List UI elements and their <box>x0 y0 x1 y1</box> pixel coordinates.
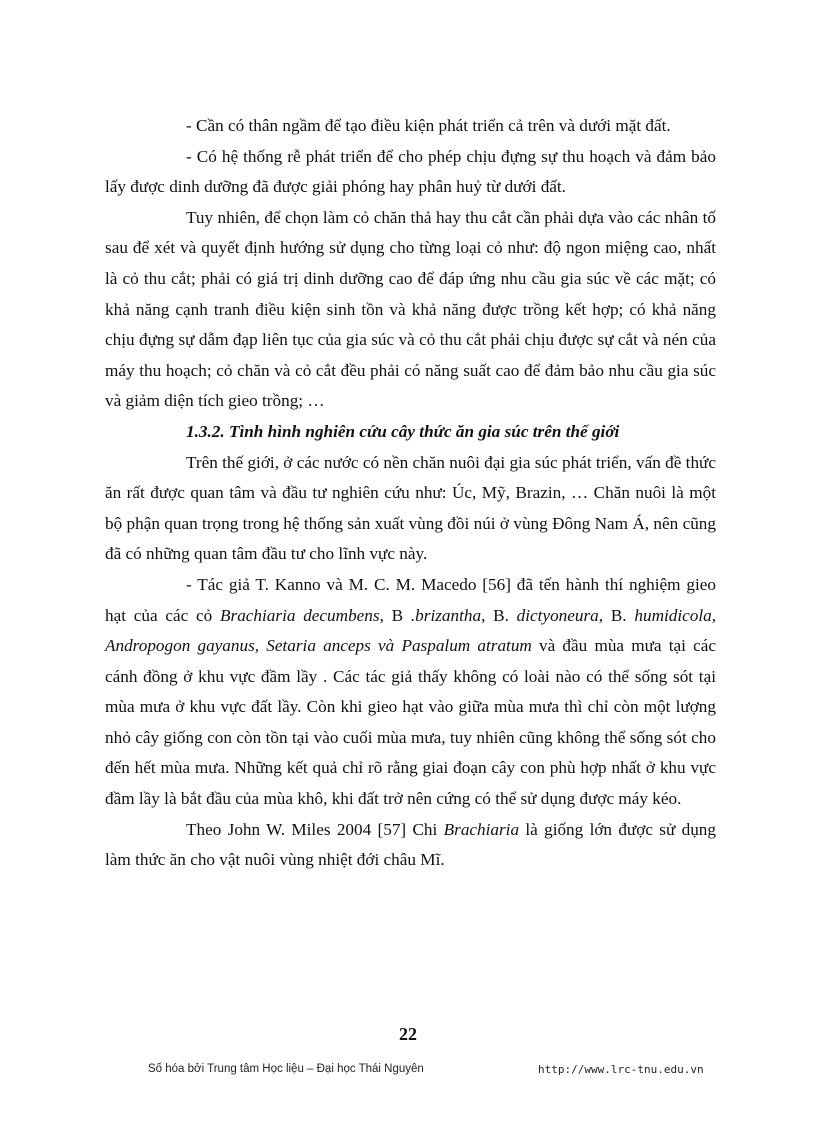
body-text <box>105 111 717 876</box>
species-andropogon-setaria-paspalum: Andropogon gayanus, Setaria anceps và Paspalum atratum <box>105 636 532 656</box>
paragraph-selection-criteria-text: Tuy nhiên, để chọn làm cỏ chăn thả hay thu cắt cần phải dựa vào các nhân tố sau để xét và quyết định hướng sử dụng cho từng loại cỏ như: độ ngon miệng cao, nhất là cỏ thu cắt; phải có giá trị dinh dưỡng cao để đáp ứng nhu cầu gia súc về các mặt; có khả năng cạnh tranh điều kiện sinh tồn và khả năng được trồng kết hợp; có khả năng chịu đựng sự dẫm đạp liên tục của gia súc và cỏ thu cắt phải chịu được sự cắt và nén của máy thu hoạch; cỏ chăn và cỏ cắt đều phải có năng suất cao để đảm bảo nhu cầu gia súc và giảm diện tích gieo trồng; … <box>105 207 716 411</box>
species-brachiaria-decumbens: Brachiaria decumbens <box>220 605 380 625</box>
paragraph-root-system-text: - Có hệ thống rễ phát triển để cho phép chịu đựng sự thu hoạch và đảm bảo lấy được dinh dưỡng đã được giải phóng hay phân huỷ từ dưới đất. <box>105 146 716 197</box>
footer-url[interactable]: http://www.lrc-tnu.edu.vn <box>538 1063 704 1076</box>
species-dictyoneura: dictyoneura <box>516 605 599 625</box>
kanno-text-5: , <box>711 605 717 625</box>
paragraph-miles <box>105 815 716 876</box>
paragraph-world-research-text: Trên thế giới, ở các nước có nền chăn nuôi đại gia súc phát triển, vấn đề thức ăn rất được quan tâm và đầu tư nghiên cứu như: Úc, Mỹ, Brazin, … Chăn nuôi là một bộ phận quan trọng trong hệ thống sản xuất vùng đồi núi ở vùng Đông Nam Á, nên cũng đã có những quan tâm đầu tư cho lĩnh vực này. <box>105 452 716 564</box>
miles-text-2: là giống lớn được sử dụng làm thức ăn cho vật nuôi vùng nhiệt đới châu Mĩ. <box>105 819 716 870</box>
paragraph-kanno-macedo <box>105 570 716 815</box>
page-number: 22 <box>399 1024 417 1044</box>
kanno-text-6: và đầu mùa mưa tại các cánh đồng ở khu vực đầm lầy . Các tác giả thấy không có loài nào có thể sống sót tại mùa mưa ở khu vực đất lầy. Còn khi gieo hạt vào giữa mùa mưa thì chỉ còn một lượng nhỏ cây giống con còn tồn tại vào cuối mùa mưa, tuy nhiên cũng không thể sống sót cho đến hết mùa mưa. Những kết quả chỉ rõ rằng giai đoạn cây con phù hợp nhất ở khu vực đầm lầy là bắt đầu của mùa khô, khi đất trở nên cứng có thể sử dụng được máy kéo. <box>105 636 716 809</box>
paragraph-selection-criteria <box>105 203 716 417</box>
paragraph-rhizome: - Cần có thân ngầm để tạo điều kiện phát triển cả trên và dưới mặt đất. <box>186 116 671 135</box>
species-humidicola: humidicola <box>634 605 712 625</box>
kanno-text-1: - Tác giả T. Kanno và M. C. M. Macedo [56] đã tến hành thí nghiệm gieo hạt của các cỏ <box>105 574 716 625</box>
section-heading: 1.3.2. Tình hình nghiên cứu cây thức ăn gia súc trên thế giới <box>186 421 620 441</box>
paragraph-world-research <box>105 448 716 570</box>
kanno-text-3: , B. <box>481 605 517 625</box>
species-brizantha: .brizantha <box>410 605 482 625</box>
miles-text-1: Theo John W. Miles 2004 [57] Chi <box>186 819 444 839</box>
footer-digitized-by: Số hóa bởi Trung tâm Học liệu – Đại học Thái Nguyên <box>148 1063 424 1075</box>
paragraph-root-system <box>105 142 716 203</box>
genus-brachiaria: Brachiaria <box>443 819 520 839</box>
kanno-text-4: , B. <box>598 605 635 625</box>
kanno-text-2: , B <box>379 605 411 625</box>
